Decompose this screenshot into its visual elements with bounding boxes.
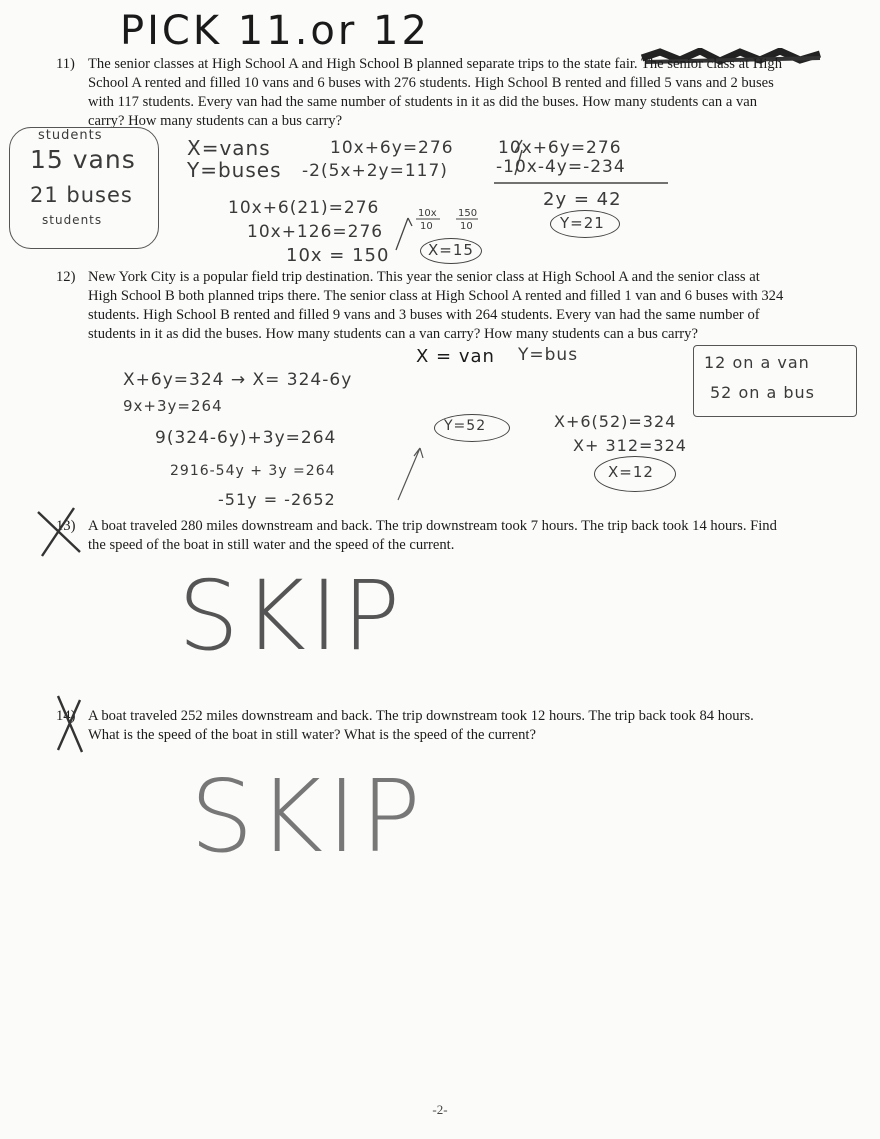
sub-2: 10x+126=276 <box>247 222 384 242</box>
problem-number: 11) <box>56 56 75 72</box>
problem-number: 12) <box>56 269 76 285</box>
line-1: X+6y=324 → X= 324-6y <box>123 370 353 390</box>
def-y: Y=buses <box>187 158 282 182</box>
line-3: 9(324-6y)+3y=264 <box>155 428 337 448</box>
var-y: Y=bus <box>518 345 579 365</box>
skip-13: SKIP <box>178 560 405 672</box>
elim-sum: 2y = 42 <box>543 189 622 210</box>
elim-2: -10x-4y=-234 <box>496 157 626 177</box>
answer-bus: 52 on a bus <box>710 383 815 402</box>
problem-text: The senior classes at High School A and High School B planned separate trips to the state fair. The senior class at High School A rented and filled 10 vans and 6 buses with 276 students. High School B rented and filled 5 vans and 2 buses with 117 students. Every van had the same number of students in it as did the buses. How many students can a van carry? How many students can a bus carry? <box>88 56 783 129</box>
right-2: X+ 312=324 <box>573 436 687 455</box>
sub-1: 10x+6(21)=276 <box>228 198 380 218</box>
problem-text: New York City is a popular field trip destination. This year the senior class at High School A and the senior class at High School B both planned trips there. The senior class at High School A rented and filled 1 van and 6 buses with 324 students. High School B rented and filled 9 vans and 3 buses with 264 students. Every van had the same number of students in it as did the buses. How many students can a van carry? How many students can a bus carry? <box>88 269 784 342</box>
div-rhs-den: 10 <box>460 221 473 232</box>
x-result-12: X=12 <box>608 463 654 481</box>
answer-label-bottom: students <box>42 213 103 227</box>
answer-vans: 15 vans <box>30 145 136 174</box>
line-2: 9x+3y=264 <box>123 397 223 415</box>
sub-3: 10x = 150 <box>286 245 390 266</box>
problem-number: 13) <box>56 518 76 534</box>
var-x: X = van <box>416 346 495 367</box>
elim-1: 10x+6y=276 <box>498 138 622 158</box>
line-5: -51y = -2652 <box>218 490 336 509</box>
problem-text: A boat traveled 280 miles downstream and back. The trip downstream took 7 hours. The trip back took 14 hours. Find the speed of the boat in still water and the speed of the current. <box>88 518 777 553</box>
problem-number: 14) <box>56 708 76 724</box>
eq-b: -2(5x+2y=117) <box>302 161 448 181</box>
strike-mark-icon <box>515 150 522 175</box>
def-x: X=vans <box>187 136 271 160</box>
arrow-icon <box>396 218 412 250</box>
cross-out-13-icon <box>38 508 80 556</box>
line-4: 2916-54y + 3y =264 <box>170 463 336 479</box>
answer-van: 12 on a van <box>704 353 810 372</box>
div-num: 10x <box>418 208 437 219</box>
eq-a: 10x+6y=276 <box>330 138 454 158</box>
strike-mark-icon <box>515 140 522 152</box>
div-den: 10 <box>420 221 433 232</box>
page-number: -2- <box>432 1102 448 1117</box>
skip-14: SKIP <box>190 758 425 875</box>
answer-label-top: students <box>38 128 103 143</box>
div-rhs-num: 150 <box>458 208 478 219</box>
answer-buses: 21 buses <box>30 183 133 207</box>
x-result: X=15 <box>428 241 474 259</box>
y-result: Y=21 <box>560 214 605 232</box>
cross-out-14-icon <box>58 696 82 752</box>
arrow-icon <box>398 448 423 500</box>
y-result-12: Y=52 <box>444 418 487 434</box>
problem-text: A boat traveled 252 miles downstream and back. The trip downstream took 12 hours. The trip back took 84 hours. What is the speed of the boat in still water? What is the speed of the current? <box>88 708 754 743</box>
header-note: PICK 11.or 12 <box>120 8 430 54</box>
right-1: X+6(52)=324 <box>554 412 677 431</box>
